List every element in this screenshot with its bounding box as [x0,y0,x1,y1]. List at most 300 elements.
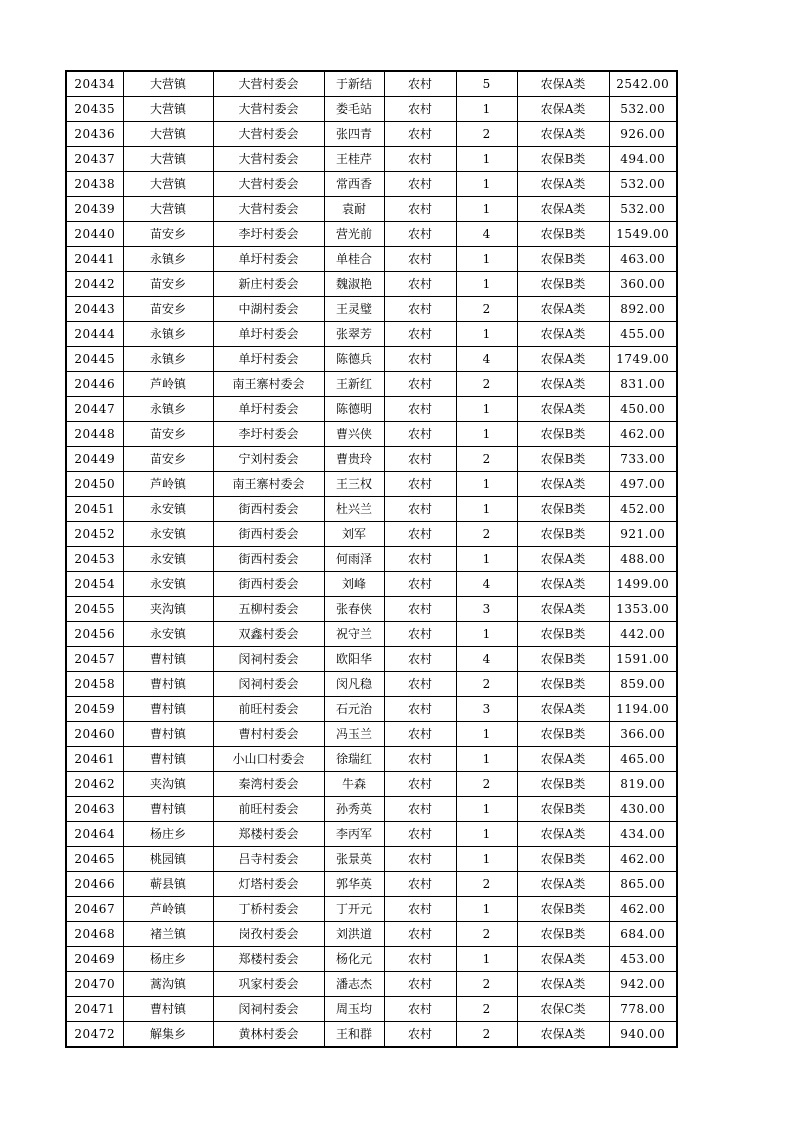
table-row [66,372,677,397]
cell-record-id: 20435 [66,97,123,122]
cell-village-committee: 新庄村委会 [213,272,324,297]
cell-insurance-category: 农保A类 [517,1022,609,1048]
cell-town: 曹村镇 [123,997,213,1022]
cell-village-committee: 大营村委会 [213,147,324,172]
cell-insurance-category: 农保B类 [517,272,609,297]
cell-amount: 497.00 [609,472,677,497]
cell-town: 苗安乡 [123,222,213,247]
cell-record-id: 20457 [66,647,123,672]
cell-household-count: 1 [456,847,517,872]
cell-residence-type: 农村 [384,797,456,822]
cell-insurance-category: 农保A类 [517,372,609,397]
cell-record-id: 20452 [66,522,123,547]
cell-town: 芦岭镇 [123,897,213,922]
table-body [66,71,677,1047]
cell-household-count: 1 [456,472,517,497]
cell-insurance-category: 农保B类 [517,797,609,822]
cell-residence-type: 农村 [384,947,456,972]
cell-record-id: 20444 [66,322,123,347]
cell-residence-type: 农村 [384,647,456,672]
cell-person-name: 李丙军 [324,822,384,847]
table-row [66,147,677,172]
cell-residence-type: 农村 [384,71,456,97]
cell-town: 大营镇 [123,147,213,172]
cell-residence-type: 农村 [384,772,456,797]
cell-insurance-category: 农保A类 [517,122,609,147]
cell-amount: 455.00 [609,322,677,347]
cell-insurance-category: 农保A类 [517,972,609,997]
cell-village-committee: 单圩村委会 [213,347,324,372]
cell-amount: 926.00 [609,122,677,147]
cell-household-count: 1 [456,97,517,122]
cell-insurance-category: 农保B类 [517,522,609,547]
cell-village-committee: 街西村委会 [213,547,324,572]
cell-insurance-category: 农保A类 [517,872,609,897]
cell-person-name: 牛森 [324,772,384,797]
cell-residence-type: 农村 [384,622,456,647]
cell-record-id: 20451 [66,497,123,522]
cell-record-id: 20442 [66,272,123,297]
cell-town: 曹村镇 [123,747,213,772]
cell-amount: 450.00 [609,397,677,422]
cell-town: 大营镇 [123,122,213,147]
cell-village-committee: 郑楼村委会 [213,947,324,972]
cell-insurance-category: 农保B类 [517,647,609,672]
cell-insurance-category: 农保A类 [517,472,609,497]
cell-insurance-category: 农保B类 [517,772,609,797]
cell-household-count: 2 [456,122,517,147]
cell-amount: 494.00 [609,147,677,172]
cell-person-name: 何雨泽 [324,547,384,572]
cell-town: 大营镇 [123,71,213,97]
cell-household-count: 2 [456,872,517,897]
cell-village-committee: 单圩村委会 [213,322,324,347]
cell-town: 曹村镇 [123,722,213,747]
cell-residence-type: 农村 [384,247,456,272]
cell-person-name: 陈德明 [324,397,384,422]
cell-household-count: 1 [456,197,517,222]
cell-household-count: 1 [456,397,517,422]
cell-town: 曹村镇 [123,647,213,672]
cell-amount: 465.00 [609,747,677,772]
table-row [66,872,677,897]
cell-amount: 819.00 [609,772,677,797]
cell-village-committee: 曹村村委会 [213,722,324,747]
cell-residence-type: 农村 [384,747,456,772]
cell-town: 永镇乡 [123,397,213,422]
cell-person-name: 魏淑艳 [324,272,384,297]
cell-record-id: 20456 [66,622,123,647]
table-row [66,897,677,922]
cell-insurance-category: 农保B类 [517,922,609,947]
cell-record-id: 20458 [66,672,123,697]
cell-person-name: 曹贵玲 [324,447,384,472]
cell-record-id: 20445 [66,347,123,372]
cell-town: 芦岭镇 [123,372,213,397]
table-row [66,447,677,472]
cell-residence-type: 农村 [384,922,456,947]
cell-residence-type: 农村 [384,897,456,922]
cell-town: 苗安乡 [123,422,213,447]
cell-insurance-category: 农保A类 [517,322,609,347]
table-row [66,647,677,672]
cell-amount: 859.00 [609,672,677,697]
cell-record-id: 20462 [66,772,123,797]
cell-village-committee: 闵祠村委会 [213,672,324,697]
cell-person-name: 王三权 [324,472,384,497]
cell-household-count: 4 [456,572,517,597]
cell-household-count: 4 [456,347,517,372]
cell-town: 褚兰镇 [123,922,213,947]
cell-record-id: 20461 [66,747,123,772]
cell-residence-type: 农村 [384,147,456,172]
cell-amount: 430.00 [609,797,677,822]
cell-household-count: 1 [456,497,517,522]
cell-village-committee: 黄林村委会 [213,1022,324,1048]
cell-residence-type: 农村 [384,97,456,122]
cell-amount: 892.00 [609,297,677,322]
table-row [66,71,677,97]
cell-village-committee: 闵祠村委会 [213,647,324,672]
cell-insurance-category: 农保B类 [517,722,609,747]
cell-insurance-category: 农保A类 [517,397,609,422]
cell-household-count: 2 [456,372,517,397]
cell-residence-type: 农村 [384,722,456,747]
cell-town: 大营镇 [123,197,213,222]
cell-insurance-category: 农保A类 [517,97,609,122]
cell-person-name: 祝守兰 [324,622,384,647]
cell-person-name: 常西香 [324,172,384,197]
cell-town: 永安镇 [123,622,213,647]
cell-record-id: 20464 [66,822,123,847]
cell-residence-type: 农村 [384,447,456,472]
cell-household-count: 1 [456,622,517,647]
table-row [66,347,677,372]
cell-residence-type: 农村 [384,997,456,1022]
cell-amount: 865.00 [609,872,677,897]
cell-village-committee: 大营村委会 [213,122,324,147]
cell-person-name: 周玉均 [324,997,384,1022]
cell-residence-type: 农村 [384,572,456,597]
cell-insurance-category: 农保A类 [517,297,609,322]
cell-amount: 442.00 [609,622,677,647]
cell-household-count: 1 [456,947,517,972]
cell-person-name: 王新红 [324,372,384,397]
cell-insurance-category: 农保A类 [517,197,609,222]
cell-village-committee: 大营村委会 [213,197,324,222]
cell-insurance-category: 农保A类 [517,347,609,372]
cell-household-count: 2 [456,522,517,547]
cell-record-id: 20467 [66,897,123,922]
cell-household-count: 3 [456,597,517,622]
cell-town: 大营镇 [123,97,213,122]
cell-person-name: 王灵璧 [324,297,384,322]
cell-record-id: 20460 [66,722,123,747]
table-row [66,672,677,697]
cell-town: 永镇乡 [123,247,213,272]
cell-village-committee: 大营村委会 [213,71,324,97]
cell-village-committee: 双鑫村委会 [213,622,324,647]
cell-residence-type: 农村 [384,472,456,497]
cell-household-count: 1 [456,322,517,347]
table-row [66,722,677,747]
table-row [66,272,677,297]
cell-village-committee: 闵祠村委会 [213,997,324,1022]
cell-person-name: 单桂合 [324,247,384,272]
cell-person-name: 刘军 [324,522,384,547]
cell-insurance-category: 农保A类 [517,71,609,97]
cell-household-count: 1 [456,722,517,747]
cell-record-id: 20436 [66,122,123,147]
cell-village-committee: 单圩村委会 [213,247,324,272]
cell-town: 永安镇 [123,522,213,547]
cell-amount: 366.00 [609,722,677,747]
cell-village-committee: 前旺村委会 [213,797,324,822]
cell-household-count: 1 [456,797,517,822]
table-row [66,572,677,597]
cell-town: 苗安乡 [123,447,213,472]
cell-residence-type: 农村 [384,522,456,547]
cell-record-id: 20438 [66,172,123,197]
cell-insurance-category: 农保B类 [517,422,609,447]
cell-record-id: 20466 [66,872,123,897]
cell-residence-type: 农村 [384,272,456,297]
cell-amount: 1499.00 [609,572,677,597]
cell-household-count: 2 [456,997,517,1022]
cell-village-committee: 街西村委会 [213,572,324,597]
cell-person-name: 闵凡稳 [324,672,384,697]
cell-household-count: 1 [456,172,517,197]
cell-amount: 778.00 [609,997,677,1022]
cell-town: 苗安乡 [123,272,213,297]
cell-person-name: 张景英 [324,847,384,872]
cell-town: 夹沟镇 [123,772,213,797]
cell-village-committee: 南王寨村委会 [213,472,324,497]
cell-household-count: 1 [456,547,517,572]
cell-amount: 1353.00 [609,597,677,622]
cell-town: 永镇乡 [123,322,213,347]
cell-person-name: 王和群 [324,1022,384,1048]
cell-town: 永安镇 [123,572,213,597]
cell-village-committee: 前旺村委会 [213,697,324,722]
cell-insurance-category: 农保A类 [517,572,609,597]
cell-record-id: 20447 [66,397,123,422]
cell-village-committee: 单圩村委会 [213,397,324,422]
table-row [66,322,677,347]
cell-village-committee: 郑楼村委会 [213,822,324,847]
cell-amount: 684.00 [609,922,677,947]
cell-residence-type: 农村 [384,322,456,347]
cell-town: 曹村镇 [123,672,213,697]
table-row [66,472,677,497]
table-row [66,547,677,572]
cell-insurance-category: 农保A类 [517,597,609,622]
cell-record-id: 20437 [66,147,123,172]
cell-person-name: 于新结 [324,71,384,97]
cell-record-id: 20470 [66,972,123,997]
cell-town: 大营镇 [123,172,213,197]
cell-household-count: 3 [456,697,517,722]
table-row [66,397,677,422]
cell-record-id: 20455 [66,597,123,622]
cell-amount: 453.00 [609,947,677,972]
cell-residence-type: 农村 [384,972,456,997]
cell-village-committee: 李圩村委会 [213,422,324,447]
cell-village-committee: 街西村委会 [213,497,324,522]
cell-person-name: 杜兴兰 [324,497,384,522]
cell-record-id: 20450 [66,472,123,497]
cell-residence-type: 农村 [384,497,456,522]
table-row [66,797,677,822]
cell-record-id: 20449 [66,447,123,472]
table-row [66,597,677,622]
cell-insurance-category: 农保B类 [517,622,609,647]
cell-person-name: 曹兴侠 [324,422,384,447]
table-row [66,422,677,447]
table-row [66,922,677,947]
cell-town: 杨庄乡 [123,822,213,847]
cell-amount: 452.00 [609,497,677,522]
table-row [66,622,677,647]
table-row [66,697,677,722]
cell-person-name: 石元治 [324,697,384,722]
table-row [66,197,677,222]
cell-village-committee: 小山口村委会 [213,747,324,772]
table-row [66,847,677,872]
cell-residence-type: 农村 [384,222,456,247]
cell-insurance-category: 农保A类 [517,697,609,722]
cell-village-committee: 中湖村委会 [213,297,324,322]
cell-town: 永安镇 [123,547,213,572]
cell-town: 杨庄乡 [123,947,213,972]
cell-household-count: 4 [456,222,517,247]
cell-village-committee: 灯塔村委会 [213,872,324,897]
cell-residence-type: 农村 [384,1022,456,1048]
cell-record-id: 20465 [66,847,123,872]
cell-household-count: 4 [456,647,517,672]
cell-record-id: 20454 [66,572,123,597]
cell-record-id: 20443 [66,297,123,322]
cell-residence-type: 农村 [384,822,456,847]
cell-village-committee: 吕寺村委会 [213,847,324,872]
cell-amount: 2542.00 [609,71,677,97]
cell-household-count: 2 [456,772,517,797]
cell-town: 永安镇 [123,497,213,522]
cell-record-id: 20441 [66,247,123,272]
cell-town: 曹村镇 [123,797,213,822]
cell-household-count: 1 [456,747,517,772]
cell-insurance-category: 农保B类 [517,247,609,272]
cell-record-id: 20472 [66,1022,123,1048]
cell-insurance-category: 农保B类 [517,847,609,872]
cell-household-count: 1 [456,272,517,297]
cell-amount: 1591.00 [609,647,677,672]
cell-amount: 463.00 [609,247,677,272]
cell-residence-type: 农村 [384,872,456,897]
cell-residence-type: 农村 [384,297,456,322]
cell-residence-type: 农村 [384,697,456,722]
cell-household-count: 1 [456,147,517,172]
cell-insurance-category: 农保B类 [517,672,609,697]
cell-person-name: 徐瑞红 [324,747,384,772]
cell-household-count: 1 [456,822,517,847]
cell-village-committee: 五柳村委会 [213,597,324,622]
cell-town: 蕲县镇 [123,872,213,897]
cell-town: 桃园镇 [123,847,213,872]
cell-residence-type: 农村 [384,672,456,697]
cell-person-name: 营光前 [324,222,384,247]
cell-record-id: 20434 [66,71,123,97]
cell-village-committee: 宁刘村委会 [213,447,324,472]
cell-village-committee: 大营村委会 [213,172,324,197]
table-row [66,747,677,772]
cell-town: 永镇乡 [123,347,213,372]
cell-person-name: 孙秀英 [324,797,384,822]
cell-amount: 532.00 [609,197,677,222]
cell-residence-type: 农村 [384,372,456,397]
cell-amount: 462.00 [609,847,677,872]
cell-village-committee: 李圩村委会 [213,222,324,247]
table-row [66,997,677,1022]
cell-person-name: 娄毛站 [324,97,384,122]
cell-person-name: 张四青 [324,122,384,147]
cell-amount: 921.00 [609,522,677,547]
table-row [66,1022,677,1048]
cell-record-id: 20440 [66,222,123,247]
cell-person-name: 张春侠 [324,597,384,622]
cell-town: 夹沟镇 [123,597,213,622]
cell-residence-type: 农村 [384,197,456,222]
cell-insurance-category: 农保A类 [517,822,609,847]
cell-village-committee: 岗孜村委会 [213,922,324,947]
cell-village-committee: 巩家村委会 [213,972,324,997]
cell-person-name: 欧阳华 [324,647,384,672]
cell-residence-type: 农村 [384,597,456,622]
table-row [66,522,677,547]
table-row [66,172,677,197]
cell-record-id: 20439 [66,197,123,222]
cell-amount: 462.00 [609,422,677,447]
cell-amount: 1194.00 [609,697,677,722]
cell-amount: 488.00 [609,547,677,572]
cell-person-name: 袁耐 [324,197,384,222]
cell-amount: 462.00 [609,897,677,922]
cell-household-count: 2 [456,1022,517,1048]
table-row [66,122,677,147]
cell-village-committee: 丁桥村委会 [213,897,324,922]
cell-residence-type: 农村 [384,172,456,197]
cell-insurance-category: 农保B类 [517,497,609,522]
cell-insurance-category: 农保A类 [517,747,609,772]
cell-record-id: 20448 [66,422,123,447]
cell-residence-type: 农村 [384,422,456,447]
table-row [66,972,677,997]
cell-household-count: 2 [456,447,517,472]
cell-insurance-category: 农保B类 [517,147,609,172]
cell-record-id: 20468 [66,922,123,947]
table-row [66,947,677,972]
cell-insurance-category: 农保B类 [517,897,609,922]
cell-person-name: 杨化元 [324,947,384,972]
cell-residence-type: 农村 [384,347,456,372]
cell-village-committee: 南王寨村委会 [213,372,324,397]
cell-amount: 434.00 [609,822,677,847]
cell-household-count: 1 [456,897,517,922]
cell-insurance-category: 农保A类 [517,172,609,197]
table-row [66,772,677,797]
cell-person-name: 潘志杰 [324,972,384,997]
table-row [66,222,677,247]
